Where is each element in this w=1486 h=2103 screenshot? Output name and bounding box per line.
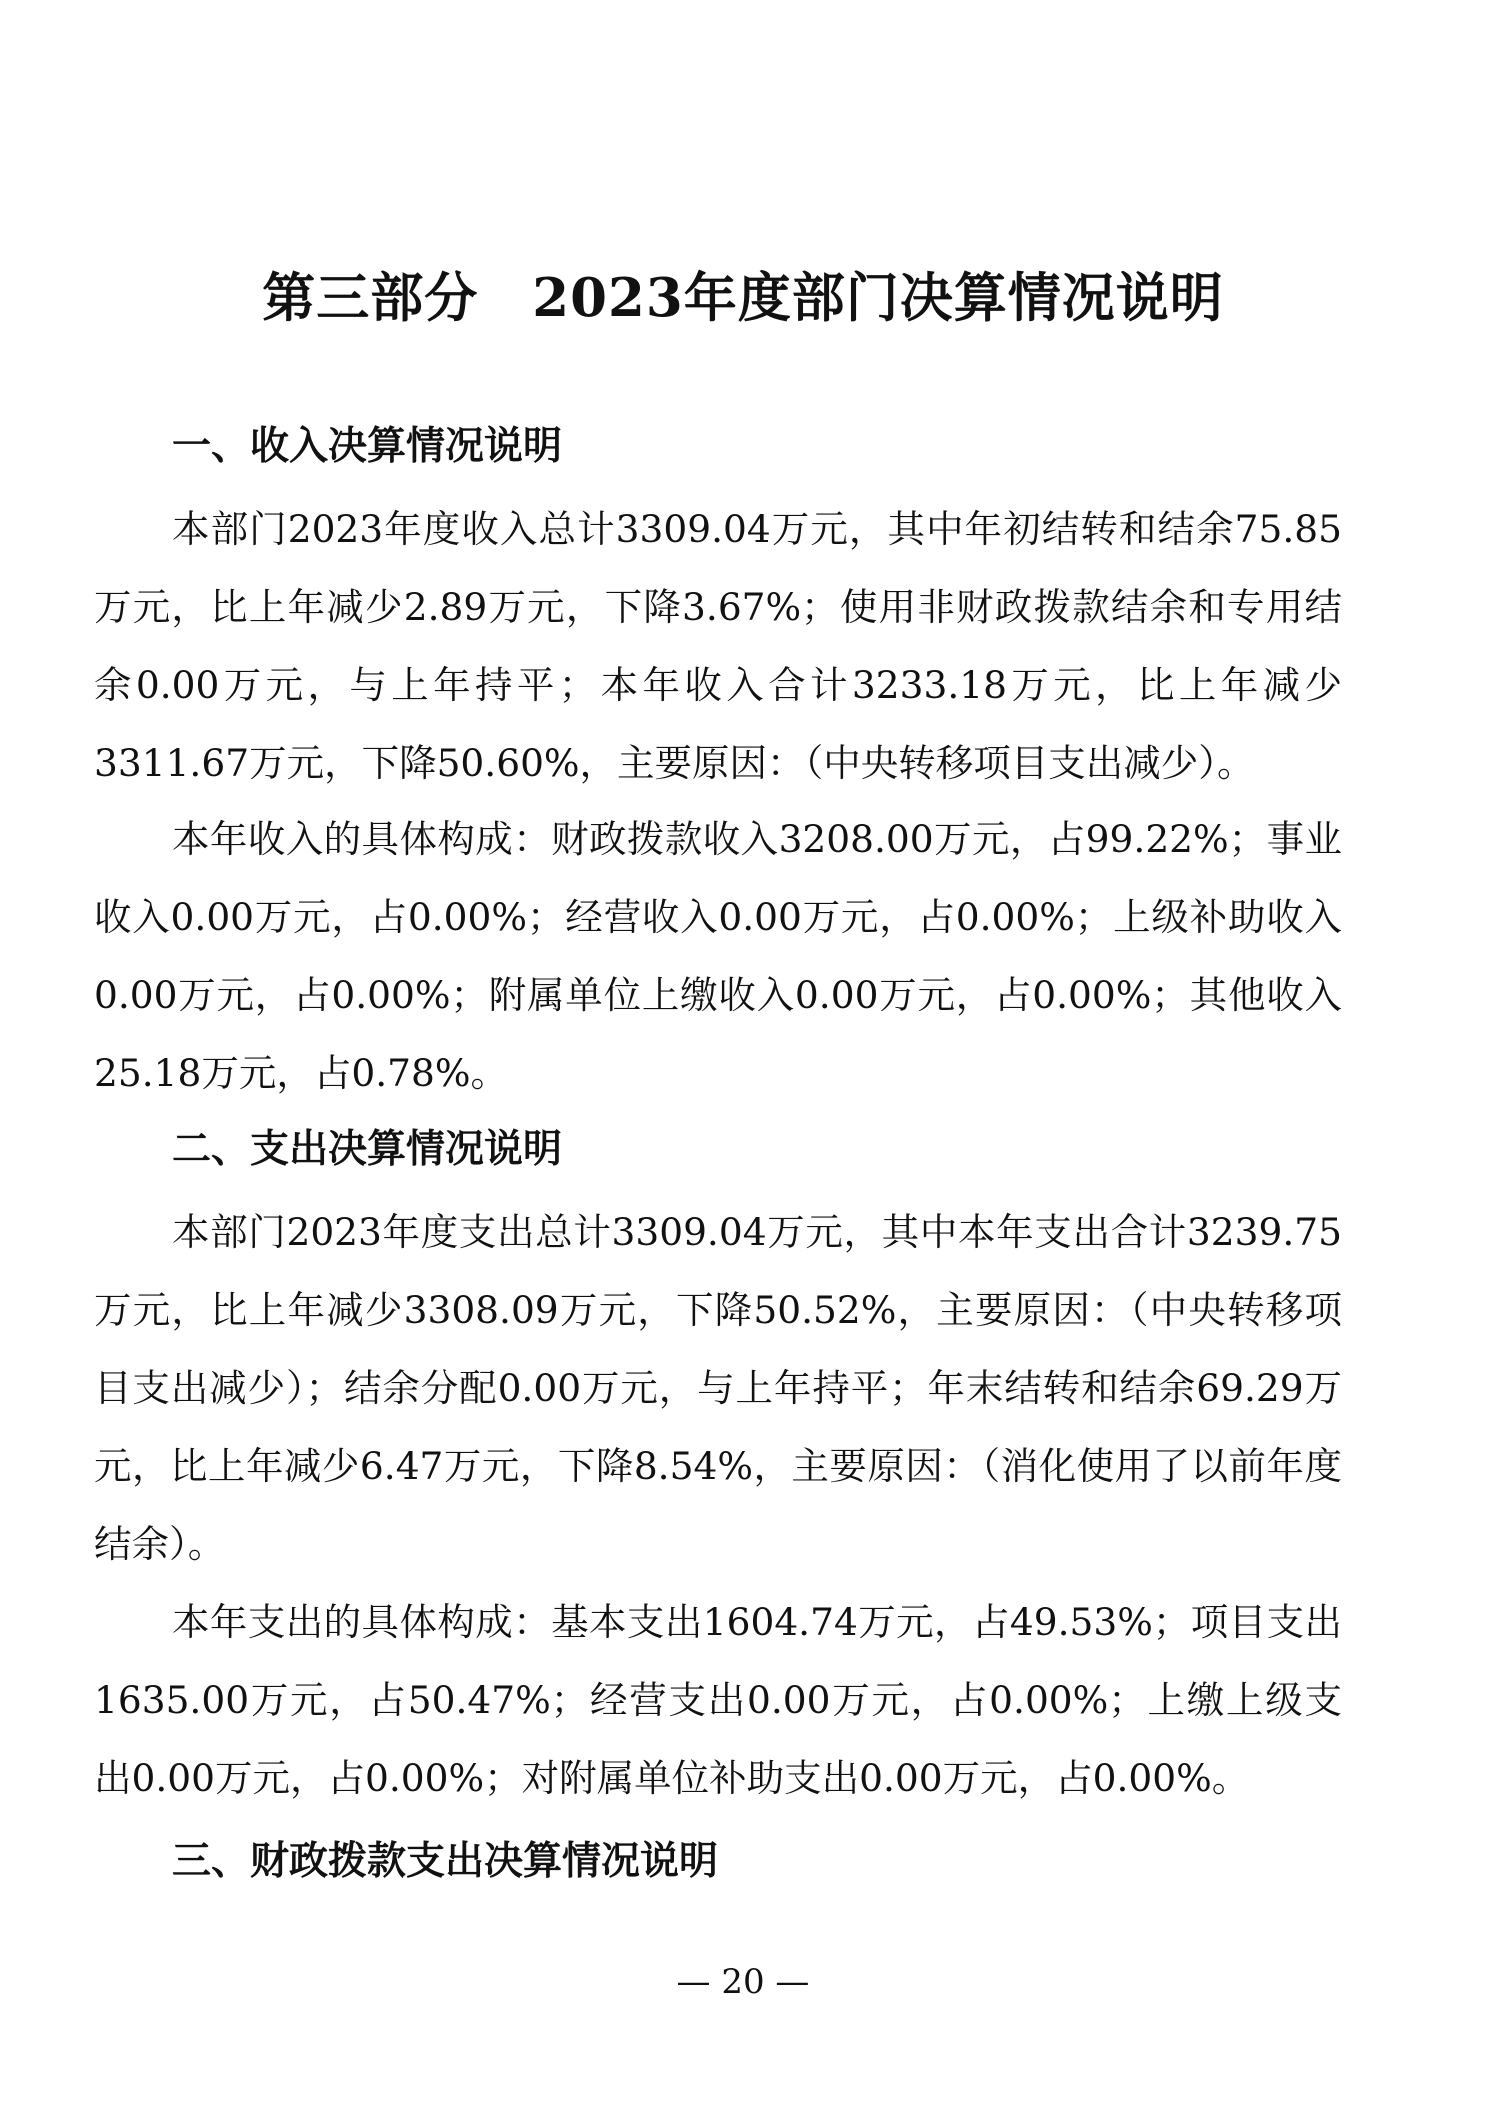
paragraph-income-composition: 本年收入的具体构成：财政拨款收入3208.00万元，占99.22%；事业收入0.00万元，占0.00%；经营收入0.00万元，占0.00%；上级补助收入0.00万元，占0.00%；附属单位上缴收入0.00万元，占0.00%；其他收入25.18万元，占0.78%。 bbox=[94, 817, 1342, 1095]
section-heading-expenditure: 二、支出决算情况说明 bbox=[172, 1127, 563, 1172]
paragraph-expenditure-composition: 本年支出的具体构成：基本支出1604.74万元，占49.53%；项目支出1635.00万元，占50.47%；经营支出0.00万元，占0.00%；上缴上级支出0.00万元，占0.00%；对附属单位补助支出0.00万元，占0.00%。 bbox=[94, 1600, 1342, 1800]
section-heading-income: 一、收入决算情况说明 bbox=[172, 424, 563, 469]
paragraph-expenditure-summary: 本部门2023年度支出总计3309.04万元，其中本年支出合计3239.75万元，比上年减少3308.09万元，下降50.52%，主要原因：（中央转移项目支出减少）；结余分配0.00万元，与上年持平；年末结转和结余69.29万元，比上年减少6.47万元，下降8.54%，主要原因：（消化使用了以前年度结余）。 bbox=[94, 1210, 1342, 1566]
document-title: 第三部分 2023年度部门决算情况说明 bbox=[262, 267, 1224, 329]
section-heading-fiscal-appropriation: 三、财政拨款支出决算情况说明 bbox=[172, 1839, 719, 1884]
paragraph-income-summary: 本部门2023年度收入总计3309.04万元，其中年初结转和结余75.85万元，比上年减少2.89万元，下降3.67%；使用非财政拨款结余和专用结余0.00万元，与上年持平；本年收入合计3233.18万元，比上年减少3311.67万元，下降50.60%，主要原因：（中央转移项目支出减少）。 bbox=[94, 507, 1342, 785]
page-number: — 20 — bbox=[676, 1962, 810, 2002]
